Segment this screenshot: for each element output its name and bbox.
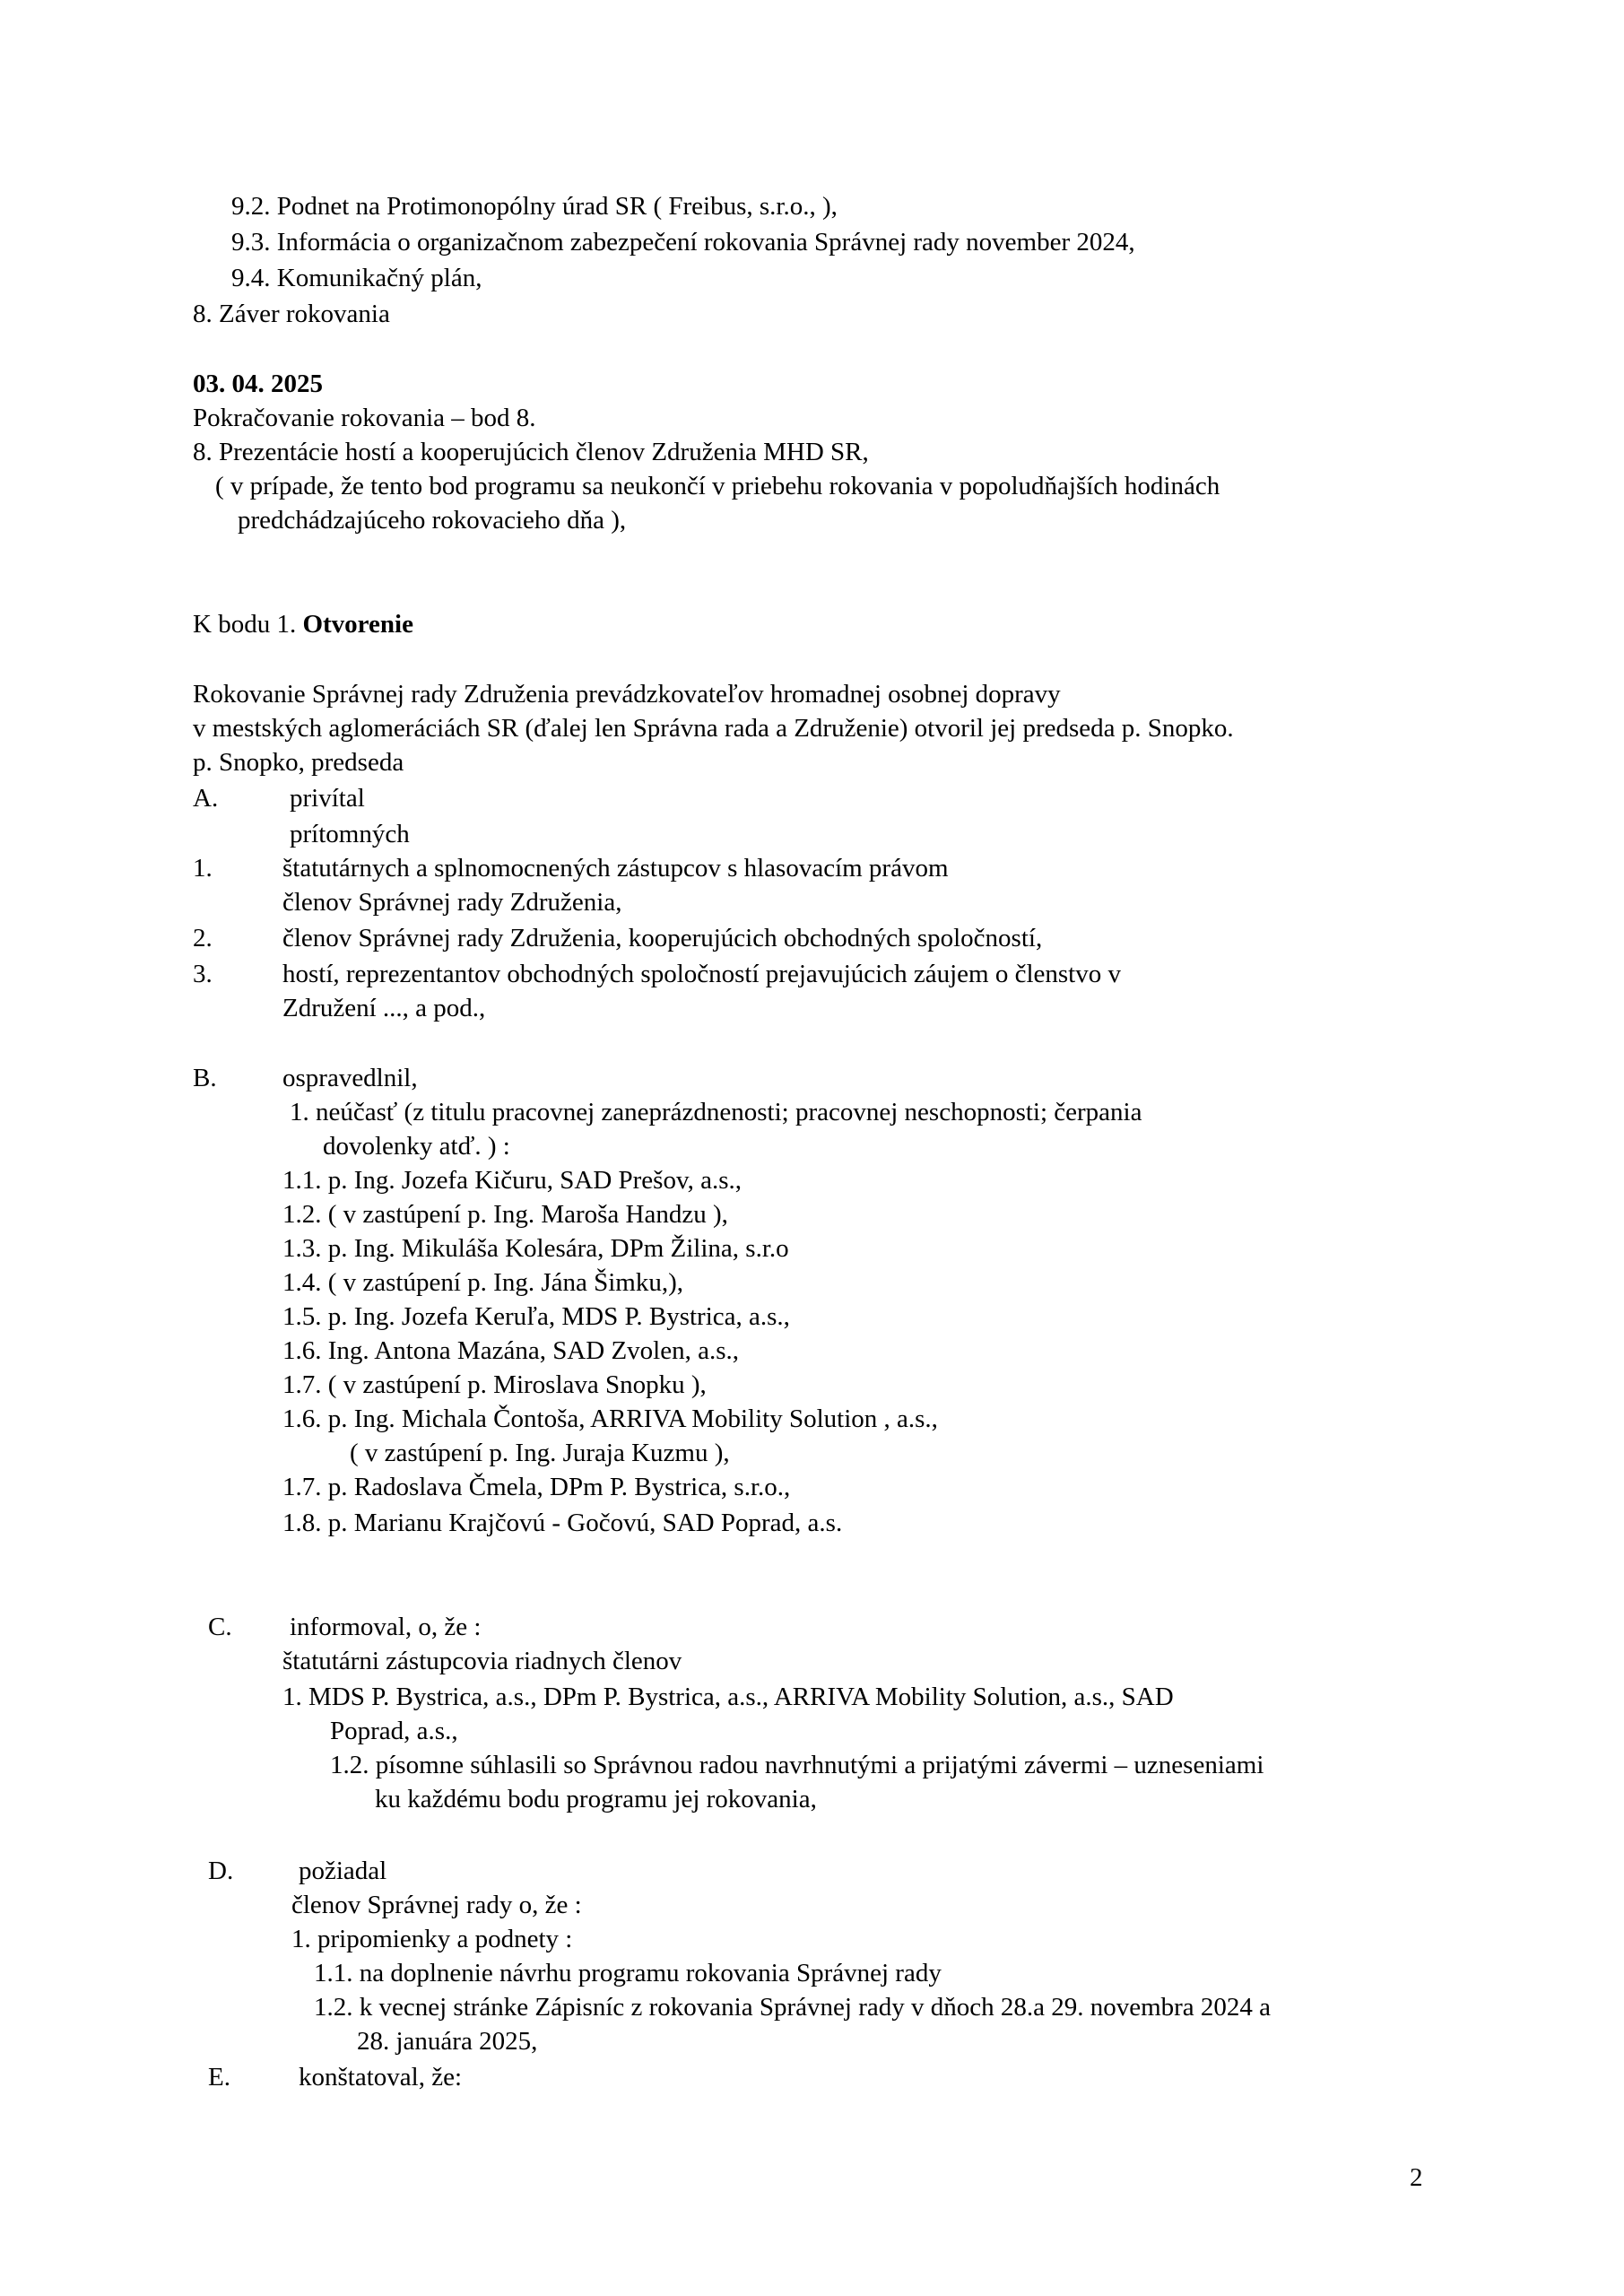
section-a-item1-line2: členov Správnej rady Združenia,: [282, 888, 622, 917]
section-b-item1-line1: 1. neúčasť (z titulu pracovnej zaneprázdnenosti; pracovnej neschopnosti; čerpania: [290, 1098, 1142, 1126]
section-d-item-1-2-line2: 28. januára 2025,: [357, 2027, 538, 2056]
agenda-item-9-2: 9.2. Podnet na Protimonopólny úrad SR ( Freibus, s.r.o., ),: [231, 192, 838, 221]
section-b-item-1-6c: ( v zastúpení p. Ing. Juraja Kuzmu ),: [350, 1439, 730, 1467]
section-a-num-1: 1.: [193, 854, 213, 883]
section-a-item2: členov Správnej rady Združenia, kooperujúcich obchodných spoločností,: [282, 924, 1043, 952]
section-a-num-2: 2.: [193, 924, 213, 952]
section-b-item1-line2: dovolenky atď. ) :: [323, 1132, 510, 1161]
section-b-item-1-4: 1.4. ( v zastúpení p. Ing. Jána Šimku,),: [282, 1268, 684, 1297]
section-b-item-1-2: 1.2. ( v zastúpení p. Ing. Maroša Handzu ),: [282, 1200, 728, 1229]
section-b-item-1-6: 1.6. Ing. Antona Mazána, SAD Zvolen, a.s.,: [282, 1336, 740, 1365]
day2-date: 03. 04. 2025: [193, 370, 323, 398]
section-a-letter: A.: [193, 784, 219, 813]
section-a-item1-line1: štatutárnych a splnomocnených zástupcov s hlasovacím právom: [282, 854, 949, 883]
section-a-item3-line2: Združení ..., a pod.,: [282, 994, 486, 1022]
section-d-requested: požiadal: [299, 1857, 387, 1885]
section-e-stated: konštatoval, že:: [299, 2063, 463, 2092]
agenda-item-9-3: 9.3. Informácia o organizačnom zabezpečení rokovania Správnej rady november 2024,: [231, 228, 1135, 257]
point1-title: Otvorenie: [302, 610, 413, 639]
agenda-item-9-4: 9.4. Komunikačný plán,: [231, 264, 482, 292]
day2-continuation: Pokračovanie rokovania – bod 8.: [193, 404, 536, 432]
point1-prefix: K bodu 1.: [193, 610, 303, 639]
section-b-item-1-6b: 1.6. p. Ing. Michala Čontoša, ARRIVA Mobility Solution , a.s.,: [282, 1405, 938, 1433]
section-c-informed: informoval, o, že :: [290, 1613, 482, 1641]
section-b-item-1-8: 1.8. p. Marianu Krajčovú - Gočovú, SAD Poprad, a.s.: [282, 1509, 843, 1537]
section-c-item1-line1: 1. MDS P. Bystrica, a.s., DPm P. Bystrica, a.s., ARRIVA Mobility Solution, a.s., SAD: [282, 1683, 1174, 1711]
section-c-item-1-2-line2: ku každému bodu programu jej rokovania,: [375, 1785, 817, 1813]
section-c-letter: C.: [208, 1613, 232, 1641]
section-a-welcomed: privítal: [290, 784, 365, 813]
point1-chairman: p. Snopko, predseda: [193, 748, 404, 777]
point1-heading: [193, 608, 413, 640]
section-a-present: prítomných: [290, 820, 410, 848]
day2-item-8: 8. Prezentácie hostí a kooperujúcich členov Združenia MHD SR,: [193, 438, 869, 466]
section-a-item3-line1: hostí, reprezentantov obchodných spoločností prejavujúcich záujem o členstvo v: [282, 960, 1121, 988]
section-d-item-1-1: 1.1. na doplnenie návrhu programu rokovania Správnej rady: [314, 1959, 942, 1987]
section-d-item-1-2-line1: 1.2. k vecnej stránke Zápisníc z rokovania Správnej rady v dňoch 28.a 29. novembra 2024 a: [314, 1993, 1272, 2022]
section-b-item-1-7b: 1.7. p. Radoslava Čmela, DPm P. Bystrica, s.r.o.,: [282, 1473, 791, 1501]
point1-paragraph-line1: Rokovanie Správnej rady Združenia prevádzkovateľov hromadnej osobnej dopravy: [193, 680, 1061, 709]
section-a-num-3: 3.: [193, 960, 213, 988]
section-b-excused: ospravedlnil,: [282, 1064, 418, 1092]
section-b-letter: B.: [193, 1064, 217, 1092]
section-b-item-1-5: 1.5. p. Ing. Jozefa Keruľa, MDS P. Bystrica, a.s.,: [282, 1302, 790, 1331]
day2-note-line2: predchádzajúceho rokovacieho dňa ),: [238, 506, 627, 535]
agenda-item-8: 8. Záver rokovania: [193, 300, 390, 328]
point1-paragraph-line2: v mestských aglomeráciách SR (ďalej len Správna rada a Združenie) otvoril jej predseda p. Snopko.: [193, 714, 1234, 743]
section-d-members: členov Správnej rady o, že :: [291, 1891, 582, 1919]
section-e-letter: E.: [208, 2063, 230, 2092]
section-b-item-1-1: 1.1. p. Ing. Jozefa Kičuru, SAD Prešov, a.s.,: [282, 1166, 742, 1195]
day2-note-line1: ( v prípade, že tento bod programu sa neukončí v priebehu rokovania v popoludňajších hodinách: [215, 472, 1220, 500]
section-b-item-1-3: 1.3. p. Ing. Mikuláša Kolesára, DPm Žilina, s.r.o: [282, 1234, 789, 1263]
section-c-item1-line2: Poprad, a.s.,: [330, 1717, 458, 1745]
page-number: 2: [1410, 2163, 1423, 2192]
section-d-item1: 1. pripomienky a podnety :: [291, 1925, 573, 1953]
section-c-item-1-2-line1: 1.2. písomne súhlasili so Správnou radou navrhnutými a prijatými závermi – uzneseniami: [330, 1751, 1264, 1779]
section-c-statutory: štatutárni zástupcovia riadnych členov: [282, 1647, 682, 1675]
section-b-item-1-7: 1.7. ( v zastúpení p. Miroslava Snopku ),: [282, 1370, 707, 1399]
section-d-letter: D.: [208, 1857, 234, 1885]
